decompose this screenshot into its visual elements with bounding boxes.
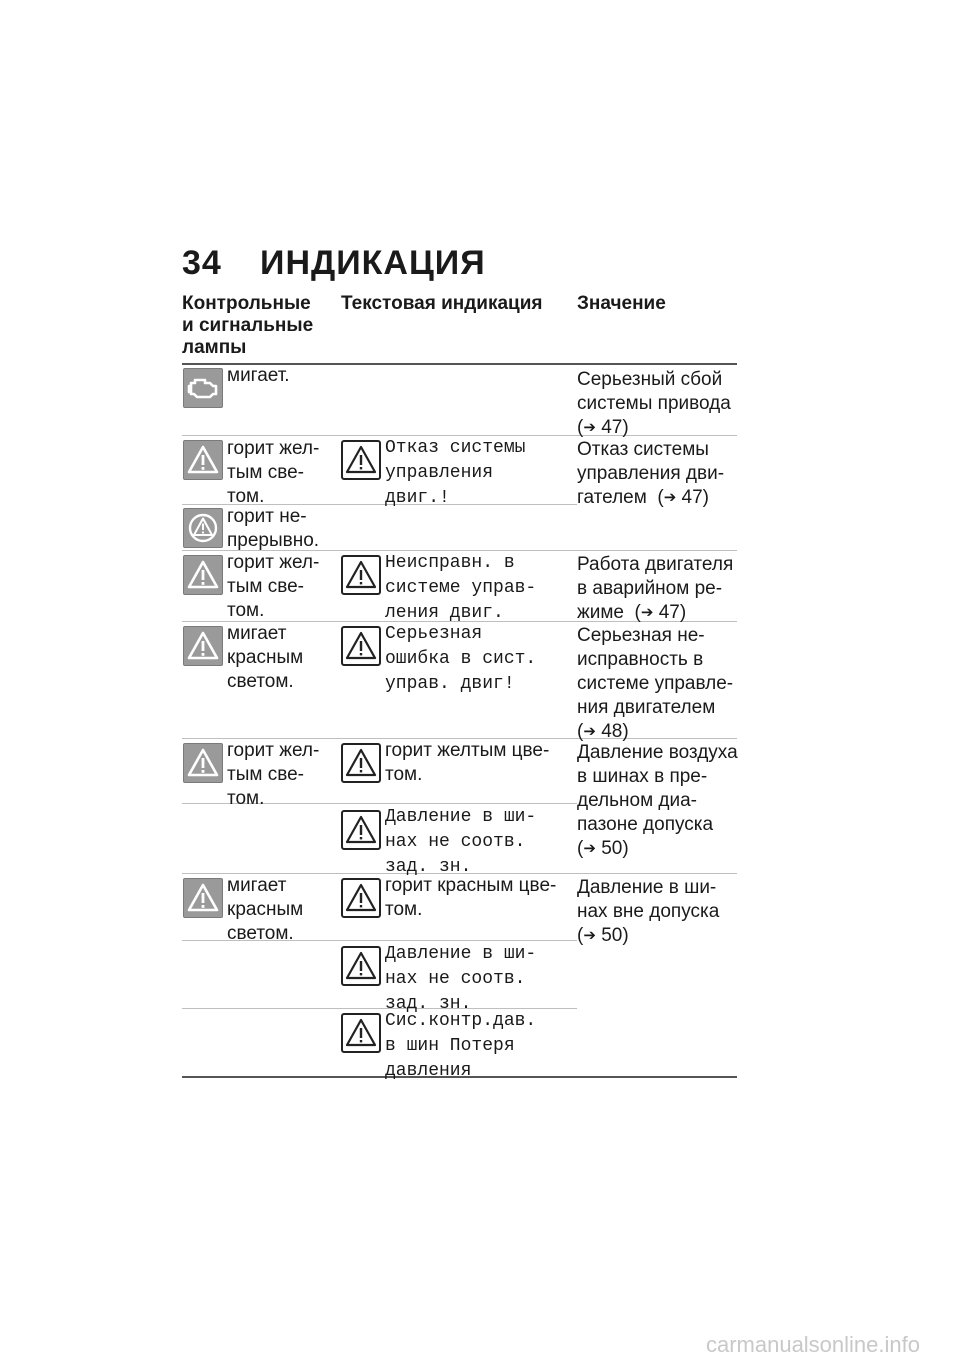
status-text: горит жел- тым све- том. xyxy=(227,740,320,809)
warning-triangle-icon xyxy=(183,440,223,480)
meaning-text: Давление в ши- нах вне допуска (➔ 50) xyxy=(577,877,720,946)
warning-triangle-icon xyxy=(341,555,381,595)
display-message: Давление в ши- нах не соотв. зад. зн. xyxy=(385,807,537,877)
status-text: горит жел- тым све- том. xyxy=(227,552,320,621)
display-message: Отказ системы управления двиг.! xyxy=(385,438,526,508)
warning-triangle-icon xyxy=(341,946,381,986)
display-message: горит желтым цве- том. xyxy=(385,740,550,785)
warning-triangle-icon xyxy=(183,743,223,783)
reference-arrow-icon: ➔ xyxy=(583,723,596,740)
warning-triangle-icon xyxy=(183,626,223,666)
page-header xyxy=(182,244,486,283)
warning-triangle-icon xyxy=(341,626,381,666)
page-reference[interactable]: 48) xyxy=(601,721,629,742)
display-message: Сис.контр.дав. в шин Потеря давления xyxy=(385,1011,537,1081)
status-text: горит не- прерывно. xyxy=(227,506,320,551)
display-message: Серьезная ошибка в сист. управ. двиг! xyxy=(385,624,537,694)
page-title: ИНДИКАЦИЯ xyxy=(260,244,486,282)
display-message: Неисправн. в системе управ- ления двиг. xyxy=(385,553,537,623)
tire-pressure-icon xyxy=(183,508,223,548)
meaning-text: Давление воздуха в шинах в пре- дельном диа- пазоне допуска (➔ 50) xyxy=(577,742,738,859)
warning-triangle-icon xyxy=(341,743,381,783)
reference-arrow-icon: ➔ xyxy=(583,840,596,857)
warning-triangle-icon xyxy=(341,878,381,918)
status-text: горит жел- тым све- том. xyxy=(227,438,320,507)
warning-triangle-icon xyxy=(341,440,381,480)
meaning-text: Серьезная не- исправность в системе управле- ния двигателем (➔ 48) xyxy=(577,625,734,742)
engine-check-icon xyxy=(183,368,223,408)
status-text: мигает красным светом. xyxy=(227,875,304,944)
page-number: 34 xyxy=(182,244,222,282)
meaning-text: Серьезный сбой системы привода (➔ 47) xyxy=(577,369,731,438)
page-reference[interactable]: 47) xyxy=(658,602,687,623)
warning-triangle-icon xyxy=(183,878,223,918)
warning-triangle-icon xyxy=(183,555,223,595)
meaning-text: Отказ системы управления дви- гателем (➔ 47) xyxy=(577,439,725,508)
header-meaning: Значение xyxy=(577,293,666,314)
display-message: горит красным цве- том. xyxy=(385,875,557,920)
reference-arrow-icon: ➔ xyxy=(583,419,596,436)
page-reference[interactable]: 47) xyxy=(681,487,710,508)
page-reference[interactable]: 47) xyxy=(601,417,629,438)
meaning-text: Работа двигателя в аварийном ре- жиме (➔ 47) xyxy=(577,554,734,623)
header-text-indication: Текстовая индикация xyxy=(341,293,543,314)
watermark: carmanualsonline.info xyxy=(705,1332,920,1357)
status-text: мигает красным светом. xyxy=(227,623,304,692)
reference-arrow-icon: ➔ xyxy=(583,927,596,944)
page-reference[interactable]: 50) xyxy=(601,925,629,946)
status-text: мигает. xyxy=(227,365,290,386)
warning-triangle-icon xyxy=(341,810,381,850)
warning-triangle-icon xyxy=(341,1013,381,1053)
header-lamps: Контрольные и сигнальные лампы xyxy=(182,293,314,358)
reference-arrow-icon: ➔ xyxy=(663,489,677,506)
page-reference[interactable]: 50) xyxy=(601,838,629,859)
reference-arrow-icon: ➔ xyxy=(640,604,654,621)
display-message: Давление в ши- нах не соотв. зад. зн. xyxy=(385,944,537,1014)
